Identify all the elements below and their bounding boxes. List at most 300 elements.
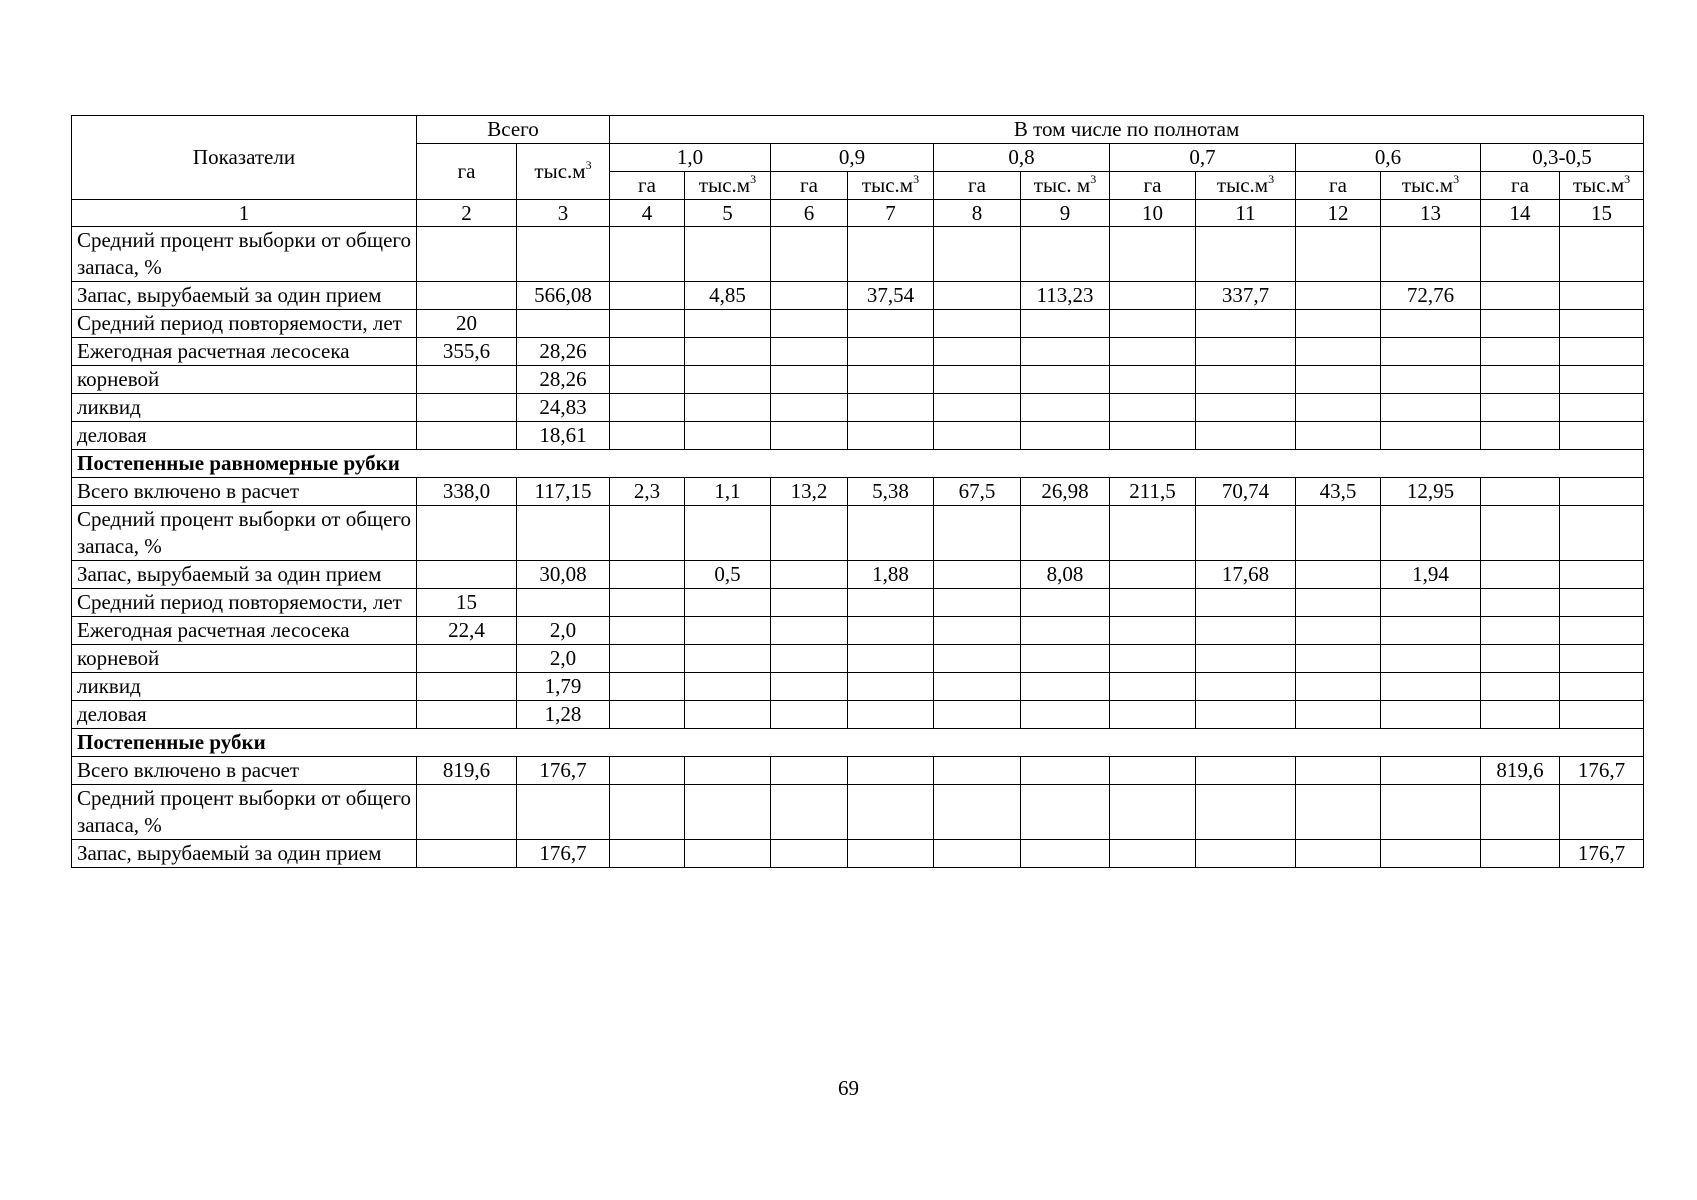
total-header: Всего bbox=[417, 116, 610, 144]
density-group-header: 0,7 bbox=[1110, 144, 1296, 172]
table-cell bbox=[417, 506, 517, 561]
table-cell bbox=[517, 589, 610, 617]
table-cell bbox=[610, 282, 685, 310]
by-density-header: В том числе по полнотам bbox=[610, 116, 1644, 144]
table-cell bbox=[1481, 617, 1560, 645]
row-label: Средний процент выборки от общего запаса, % bbox=[72, 227, 417, 282]
table-cell bbox=[771, 589, 848, 617]
table-cell bbox=[934, 506, 1021, 561]
table-cell bbox=[1196, 701, 1296, 729]
table-cell bbox=[610, 840, 685, 868]
table-cell bbox=[1110, 422, 1196, 450]
table-cell: 566,08 bbox=[517, 282, 610, 310]
table-cell bbox=[1021, 701, 1110, 729]
table-cell bbox=[1481, 394, 1560, 422]
column-numbers-row bbox=[72, 200, 1644, 227]
table-cell bbox=[934, 422, 1021, 450]
table-cell bbox=[1381, 366, 1481, 394]
table-cell bbox=[771, 338, 848, 366]
table-cell: 13,2 bbox=[771, 478, 848, 506]
table-cell bbox=[934, 757, 1021, 785]
table-cell bbox=[517, 506, 610, 561]
table-cell bbox=[771, 840, 848, 868]
table-cell bbox=[1481, 840, 1560, 868]
table-cell bbox=[1560, 310, 1644, 338]
table-cell bbox=[610, 422, 685, 450]
unit-ha-header: га bbox=[1481, 172, 1560, 200]
column-number-cell: 13 bbox=[1381, 200, 1481, 227]
table-cell: 72,76 bbox=[1381, 282, 1481, 310]
table-cell bbox=[771, 422, 848, 450]
table-cell bbox=[1196, 310, 1296, 338]
table-cell: 1,94 bbox=[1381, 561, 1481, 589]
table-cell bbox=[685, 227, 771, 282]
table-cell bbox=[1481, 645, 1560, 673]
table-cell bbox=[934, 394, 1021, 422]
table-cell bbox=[771, 617, 848, 645]
table-row bbox=[72, 478, 1644, 506]
table-cell bbox=[1381, 645, 1481, 673]
table-cell bbox=[1481, 673, 1560, 701]
column-number-cell: 2 bbox=[417, 200, 517, 227]
table-cell bbox=[1481, 561, 1560, 589]
table-cell bbox=[1481, 506, 1560, 561]
unit-ha-header: га bbox=[1110, 172, 1196, 200]
table-cell: 0,5 bbox=[685, 561, 771, 589]
table-cell bbox=[417, 422, 517, 450]
table-cell bbox=[1110, 757, 1196, 785]
table-cell bbox=[610, 785, 685, 840]
table-cell bbox=[1481, 478, 1560, 506]
table-cell bbox=[685, 757, 771, 785]
table-cell: 2,0 bbox=[517, 645, 610, 673]
table-cell bbox=[610, 589, 685, 617]
table-cell bbox=[848, 310, 934, 338]
table-cell bbox=[848, 227, 934, 282]
table-cell bbox=[771, 561, 848, 589]
table-cell bbox=[848, 785, 934, 840]
table-cell bbox=[1381, 589, 1481, 617]
table-cell bbox=[934, 785, 1021, 840]
table-cell bbox=[1481, 366, 1560, 394]
row-label: Средний процент выборки от общего запаса, % bbox=[72, 785, 417, 840]
table-cell bbox=[934, 310, 1021, 338]
table-cell bbox=[771, 394, 848, 422]
table-cell bbox=[1481, 422, 1560, 450]
table-cell bbox=[1196, 840, 1296, 868]
table-cell bbox=[1296, 757, 1381, 785]
table-cell bbox=[417, 394, 517, 422]
table-cell bbox=[1296, 227, 1381, 282]
table-cell bbox=[1381, 338, 1481, 366]
density-group-header: 0,6 bbox=[1296, 144, 1481, 172]
table-cell bbox=[771, 506, 848, 561]
table-cell bbox=[1110, 673, 1196, 701]
table-cell bbox=[934, 366, 1021, 394]
row-label: Запас, вырубаемый за один прием bbox=[72, 282, 417, 310]
table-cell bbox=[1481, 589, 1560, 617]
table-row bbox=[72, 701, 1644, 729]
table-cell bbox=[1381, 757, 1481, 785]
table-cell bbox=[1560, 282, 1644, 310]
table-cell bbox=[934, 645, 1021, 673]
table-cell bbox=[685, 366, 771, 394]
table-cell bbox=[1560, 506, 1644, 561]
table-cell bbox=[1021, 617, 1110, 645]
table-cell bbox=[1110, 840, 1196, 868]
table-row bbox=[72, 227, 1644, 282]
table-cell: 117,15 bbox=[517, 478, 610, 506]
table-cell bbox=[1381, 310, 1481, 338]
table-cell bbox=[1110, 617, 1196, 645]
table-cell bbox=[1196, 589, 1296, 617]
table-cell bbox=[1560, 673, 1644, 701]
table-cell: 5,38 bbox=[848, 478, 934, 506]
table-cell bbox=[1110, 227, 1196, 282]
table-cell bbox=[1021, 422, 1110, 450]
unit-volume-header: $тыс.м^3$ bbox=[1381, 172, 1481, 200]
table-cell bbox=[1481, 310, 1560, 338]
table-cell bbox=[1481, 282, 1560, 310]
table-cell bbox=[1560, 422, 1644, 450]
table-row bbox=[72, 785, 1644, 840]
unit-ha-header: га bbox=[1296, 172, 1381, 200]
table-cell bbox=[1196, 366, 1296, 394]
table-cell bbox=[1196, 422, 1296, 450]
row-label: корневой bbox=[72, 645, 417, 673]
table-cell: 67,5 bbox=[934, 478, 1021, 506]
table-cell bbox=[1560, 617, 1644, 645]
row-label: Средний процент выборки от общего запаса, % bbox=[72, 506, 417, 561]
table-cell bbox=[517, 785, 610, 840]
forest-cutting-table bbox=[71, 115, 1644, 868]
row-label: деловая bbox=[72, 422, 417, 450]
table-cell bbox=[1296, 617, 1381, 645]
table-cell bbox=[1481, 701, 1560, 729]
table-cell bbox=[1296, 394, 1381, 422]
table-cell bbox=[848, 366, 934, 394]
table-cell bbox=[610, 506, 685, 561]
table-cell bbox=[1110, 561, 1196, 589]
table-cell bbox=[1196, 617, 1296, 645]
table-row bbox=[72, 394, 1644, 422]
column-number-cell: 15 bbox=[1560, 200, 1644, 227]
column-number-cell: 7 bbox=[848, 200, 934, 227]
table-cell bbox=[934, 617, 1021, 645]
table-cell bbox=[1296, 673, 1381, 701]
table-cell bbox=[1381, 701, 1481, 729]
unit-ha-header: га bbox=[934, 172, 1021, 200]
table-cell bbox=[848, 422, 934, 450]
table-cell bbox=[417, 645, 517, 673]
table-cell: 819,6 bbox=[417, 757, 517, 785]
table-cell bbox=[610, 394, 685, 422]
table-cell bbox=[1381, 422, 1481, 450]
density-group-header: 0,8 bbox=[934, 144, 1110, 172]
table-cell: 12,95 bbox=[1381, 478, 1481, 506]
table-cell: 70,74 bbox=[1196, 478, 1296, 506]
unit-volume-header: $тыс.м^3$ bbox=[685, 172, 771, 200]
column-number-cell: 1 bbox=[72, 200, 417, 227]
row-label: Всего включено в расчет bbox=[72, 478, 417, 506]
table-cell bbox=[1381, 840, 1481, 868]
table-cell: 22,4 bbox=[417, 617, 517, 645]
table-cell bbox=[934, 840, 1021, 868]
table-cell: 37,54 bbox=[848, 282, 934, 310]
table-cell bbox=[517, 227, 610, 282]
section-row bbox=[72, 729, 1644, 757]
table-cell: 176,7 bbox=[517, 840, 610, 868]
table-cell: 176,7 bbox=[1560, 840, 1644, 868]
table-cell bbox=[934, 589, 1021, 617]
table-cell bbox=[1196, 785, 1296, 840]
row-label: Запас, вырубаемый за один прием bbox=[72, 840, 417, 868]
table-cell bbox=[1110, 394, 1196, 422]
table-cell bbox=[610, 561, 685, 589]
table-cell bbox=[1296, 561, 1381, 589]
table-cell bbox=[685, 645, 771, 673]
table-cell bbox=[610, 673, 685, 701]
table-cell bbox=[1021, 366, 1110, 394]
column-number-cell: 10 bbox=[1110, 200, 1196, 227]
density-group-header: 1,0 bbox=[610, 144, 771, 172]
table-cell bbox=[934, 673, 1021, 701]
table-cell: 355,6 bbox=[417, 338, 517, 366]
table-cell bbox=[934, 282, 1021, 310]
table-row bbox=[72, 561, 1644, 589]
table-row bbox=[72, 282, 1644, 310]
table-cell: 30,08 bbox=[517, 561, 610, 589]
table-cell bbox=[610, 366, 685, 394]
table-cell bbox=[1560, 561, 1644, 589]
table-cell bbox=[1560, 338, 1644, 366]
table-cell: 28,26 bbox=[517, 366, 610, 394]
table-cell bbox=[1196, 645, 1296, 673]
table-cell: 176,7 bbox=[1560, 757, 1644, 785]
table-cell bbox=[1021, 394, 1110, 422]
table-cell: 1,1 bbox=[685, 478, 771, 506]
table-cell: 15 bbox=[417, 589, 517, 617]
table-cell bbox=[685, 701, 771, 729]
table-cell bbox=[771, 227, 848, 282]
row-label: деловая bbox=[72, 701, 417, 729]
indicators-header: Показатели bbox=[72, 116, 417, 200]
table-cell bbox=[771, 645, 848, 673]
table-cell bbox=[1021, 645, 1110, 673]
section-title: Постепенные равномерные рубки bbox=[72, 450, 1644, 478]
table-cell bbox=[1021, 673, 1110, 701]
table-cell: 18,61 bbox=[517, 422, 610, 450]
table-cell: 338,0 bbox=[417, 478, 517, 506]
table-row bbox=[72, 338, 1644, 366]
table-cell bbox=[1296, 366, 1381, 394]
table-cell: 2,3 bbox=[610, 478, 685, 506]
table-cell bbox=[610, 645, 685, 673]
table-cell bbox=[771, 785, 848, 840]
table-cell bbox=[610, 701, 685, 729]
table-cell bbox=[610, 338, 685, 366]
row-label: ликвид bbox=[72, 394, 417, 422]
table-cell bbox=[934, 338, 1021, 366]
table-cell bbox=[1110, 310, 1196, 338]
table-cell bbox=[685, 617, 771, 645]
table-cell: 1,79 bbox=[517, 673, 610, 701]
row-label: Средний период повторяемости, лет bbox=[72, 589, 417, 617]
table-cell bbox=[1560, 589, 1644, 617]
column-number-cell: 6 bbox=[771, 200, 848, 227]
table-cell bbox=[848, 645, 934, 673]
table-cell: 28,26 bbox=[517, 338, 610, 366]
table-cell: 1,28 bbox=[517, 701, 610, 729]
density-group-header: 0,3-0,5 bbox=[1481, 144, 1644, 172]
table-cell bbox=[1196, 338, 1296, 366]
table-cell bbox=[1196, 227, 1296, 282]
table-cell bbox=[685, 394, 771, 422]
unit-ha-header: га bbox=[610, 172, 685, 200]
table-cell bbox=[1381, 227, 1481, 282]
row-label: ликвид bbox=[72, 673, 417, 701]
table-cell bbox=[1381, 617, 1481, 645]
table-cell bbox=[1560, 701, 1644, 729]
table-cell bbox=[1110, 506, 1196, 561]
table-cell bbox=[1021, 757, 1110, 785]
table-cell bbox=[517, 310, 610, 338]
unit-volume-header: $тыс.м^3$ bbox=[848, 172, 934, 200]
table-cell bbox=[417, 282, 517, 310]
table-cell bbox=[1296, 785, 1381, 840]
column-number-cell: 8 bbox=[934, 200, 1021, 227]
table-cell bbox=[1560, 227, 1644, 282]
section-row bbox=[72, 450, 1644, 478]
table-cell bbox=[1296, 310, 1381, 338]
section-title: Постепенные рубки bbox=[72, 729, 1644, 757]
table-cell bbox=[1560, 785, 1644, 840]
row-label: Ежегодная расчетная лесосека bbox=[72, 617, 417, 645]
row-label: Запас, вырубаемый за один прием bbox=[72, 561, 417, 589]
table-cell bbox=[1481, 785, 1560, 840]
table-cell bbox=[1196, 757, 1296, 785]
table-cell bbox=[848, 394, 934, 422]
table-cell bbox=[417, 673, 517, 701]
table-cell bbox=[1110, 282, 1196, 310]
table-body bbox=[72, 227, 1644, 868]
table-cell bbox=[934, 227, 1021, 282]
table-cell bbox=[848, 338, 934, 366]
table-cell bbox=[1110, 338, 1196, 366]
table-cell bbox=[610, 227, 685, 282]
table-cell: 24,83 bbox=[517, 394, 610, 422]
table-cell: 43,5 bbox=[1296, 478, 1381, 506]
column-number-cell: 12 bbox=[1296, 200, 1381, 227]
row-label: Средний период повторяемости, лет bbox=[72, 310, 417, 338]
table-cell bbox=[1021, 310, 1110, 338]
table-cell bbox=[1381, 506, 1481, 561]
table-cell bbox=[934, 561, 1021, 589]
table-cell bbox=[1296, 506, 1381, 561]
table-cell: 176,7 bbox=[517, 757, 610, 785]
table-cell bbox=[1110, 785, 1196, 840]
table-row bbox=[72, 366, 1644, 394]
table-cell bbox=[685, 422, 771, 450]
table-row bbox=[72, 589, 1644, 617]
table-row bbox=[72, 422, 1644, 450]
unit-volume-header: $тыс.м^3$ bbox=[1560, 172, 1644, 200]
column-number-cell: 14 bbox=[1481, 200, 1560, 227]
page-number: 69 bbox=[838, 1076, 859, 1100]
table-header bbox=[72, 116, 1644, 227]
table-cell bbox=[771, 757, 848, 785]
table-cell bbox=[1381, 673, 1481, 701]
table-cell bbox=[1296, 282, 1381, 310]
table-cell bbox=[1196, 506, 1296, 561]
table-cell bbox=[771, 701, 848, 729]
table-cell bbox=[1296, 422, 1381, 450]
table-cell bbox=[848, 589, 934, 617]
table-cell: 17,68 bbox=[1196, 561, 1296, 589]
row-label: Всего включено в расчет bbox=[72, 757, 417, 785]
table-cell bbox=[417, 701, 517, 729]
table-cell bbox=[610, 617, 685, 645]
table-cell bbox=[1110, 366, 1196, 394]
table-cell: 113,23 bbox=[1021, 282, 1110, 310]
table-cell: 4,85 bbox=[685, 282, 771, 310]
column-number-cell: 5 bbox=[685, 200, 771, 227]
table-cell: 8,08 bbox=[1021, 561, 1110, 589]
table-cell bbox=[1481, 227, 1560, 282]
table-cell bbox=[1196, 673, 1296, 701]
unit-volume-header: тыс. $м^3$ bbox=[1021, 172, 1110, 200]
table-cell bbox=[685, 310, 771, 338]
table-cell bbox=[685, 673, 771, 701]
table-cell bbox=[848, 701, 934, 729]
table-cell bbox=[417, 561, 517, 589]
table-cell bbox=[1296, 840, 1381, 868]
table-row bbox=[72, 645, 1644, 673]
table-cell bbox=[1560, 366, 1644, 394]
table-cell bbox=[1021, 785, 1110, 840]
table-cell: 20 bbox=[417, 310, 517, 338]
table-cell: 211,5 bbox=[1110, 478, 1196, 506]
table-cell bbox=[1296, 338, 1381, 366]
table-cell bbox=[417, 366, 517, 394]
table-cell bbox=[1021, 227, 1110, 282]
table-cell bbox=[771, 673, 848, 701]
table-cell bbox=[417, 840, 517, 868]
row-label: корневой bbox=[72, 366, 417, 394]
column-number-cell: 11 bbox=[1196, 200, 1296, 227]
column-number-cell: 3 bbox=[517, 200, 610, 227]
total-volume-header: $тыс.м^3$ bbox=[517, 144, 610, 200]
table-cell bbox=[610, 310, 685, 338]
table-cell bbox=[1110, 589, 1196, 617]
table-cell bbox=[1021, 589, 1110, 617]
table-cell bbox=[685, 506, 771, 561]
table-cell bbox=[1560, 394, 1644, 422]
table-cell bbox=[848, 757, 934, 785]
table-cell: 1,88 bbox=[848, 561, 934, 589]
table-cell bbox=[685, 589, 771, 617]
table-cell bbox=[417, 785, 517, 840]
table-cell bbox=[1296, 645, 1381, 673]
table-row bbox=[72, 673, 1644, 701]
table-cell: 26,98 bbox=[1021, 478, 1110, 506]
density-group-header: 0,9 bbox=[771, 144, 934, 172]
table-cell bbox=[1110, 701, 1196, 729]
table-cell bbox=[685, 785, 771, 840]
table-cell bbox=[771, 366, 848, 394]
table-cell bbox=[1021, 506, 1110, 561]
table-cell: 819,6 bbox=[1481, 757, 1560, 785]
